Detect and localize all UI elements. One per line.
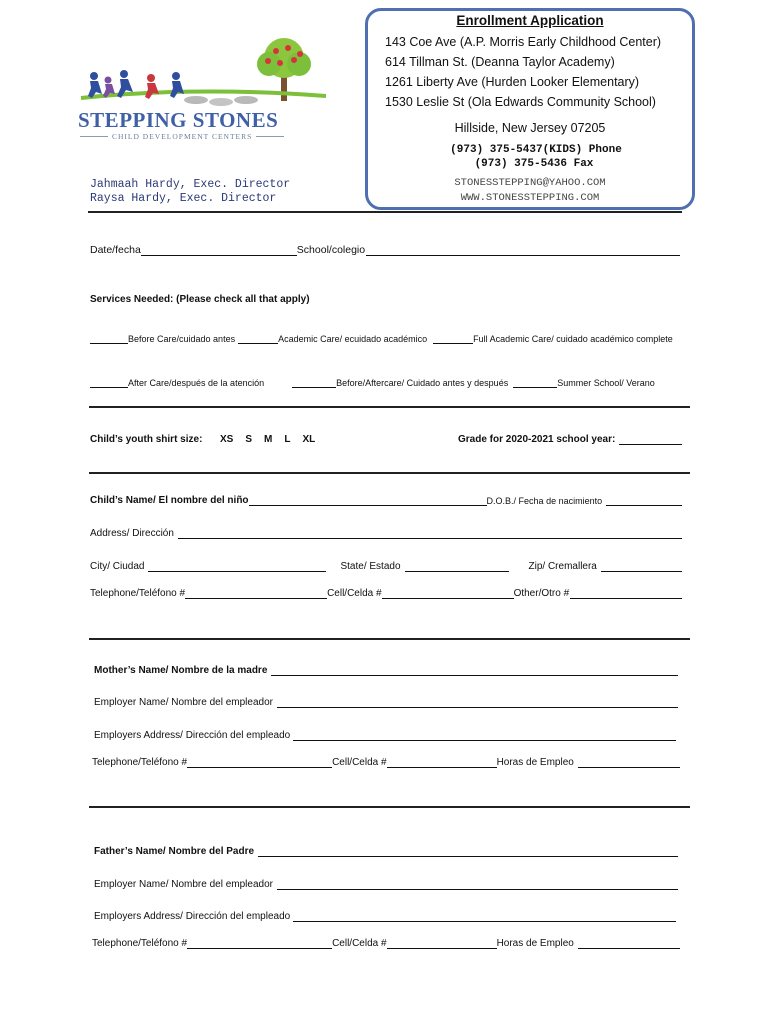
child-address-row bbox=[90, 528, 682, 539]
father-emp-address-field[interactable] bbox=[293, 911, 676, 922]
fax-line: (973) 375-5436 Fax bbox=[474, 158, 594, 170]
child-name-field[interactable] bbox=[249, 495, 487, 506]
size-l[interactable]: L bbox=[284, 434, 291, 445]
mother-emp-address-label: Employers Address/ Dirección del empleado bbox=[94, 730, 291, 741]
checkbox-before-after[interactable] bbox=[292, 377, 336, 388]
state-label: State/ Estado bbox=[340, 561, 401, 572]
address-line-3: 1261 Liberty Ave (Hurden Looker Elementary) bbox=[385, 75, 640, 89]
logo-graphic bbox=[76, 36, 336, 111]
service-after-care: After Care/después de la atención bbox=[128, 378, 265, 388]
services-heading: Services Needed: (Please check all that apply) bbox=[90, 294, 310, 305]
mother-hours-label: Horas de Empleo bbox=[496, 757, 574, 768]
child-name-label: Child’s Name/ El nombre del niño bbox=[90, 495, 249, 506]
mother-phone-row bbox=[92, 757, 680, 768]
father-cell-label: Cell/Celda # bbox=[332, 938, 387, 949]
zip-label: Zip/ Cremallera bbox=[528, 561, 597, 572]
mother-name-label: Mother’s Name/ Nombre de la madre bbox=[94, 665, 268, 676]
mother-employer-field[interactable] bbox=[277, 697, 678, 708]
father-cell-field[interactable] bbox=[387, 938, 497, 949]
dob-field[interactable] bbox=[606, 495, 682, 506]
grade-row bbox=[458, 434, 682, 445]
logo bbox=[76, 36, 336, 146]
other-label: Other/Otro # bbox=[513, 588, 570, 599]
mother-name-row bbox=[94, 665, 678, 676]
header-box bbox=[365, 8, 695, 210]
tel-label: Telephone/Teléfono # bbox=[90, 588, 186, 599]
phone-line: (973) 375-5437(KIDS) Phone bbox=[450, 144, 622, 156]
checkbox-academic-care[interactable] bbox=[238, 333, 278, 344]
father-name-field[interactable] bbox=[258, 846, 678, 857]
mother-employer-row bbox=[94, 697, 678, 708]
mother-employer-label: Employer Name/ Nombre del empleador bbox=[94, 697, 273, 708]
city-line: Hillside, New Jersey 07205 bbox=[454, 121, 606, 135]
director-1: Jahmaah Hardy, Exec. Director bbox=[90, 178, 291, 191]
cell-field[interactable] bbox=[382, 588, 514, 599]
mother-name-field[interactable] bbox=[271, 665, 678, 676]
city-field[interactable] bbox=[148, 561, 326, 572]
date-label: Date/fecha bbox=[90, 244, 141, 256]
father-name-row bbox=[94, 846, 678, 857]
checkbox-full-academic[interactable] bbox=[433, 333, 473, 344]
checkbox-before-care[interactable] bbox=[90, 333, 128, 344]
father-emp-address-label: Employers Address/ Dirección del empleado bbox=[94, 911, 291, 922]
address-line-4: 1530 Leslie St (Ola Edwards Community School) bbox=[385, 95, 656, 109]
logo-name: STEPPING STONES bbox=[78, 108, 279, 132]
grade-field[interactable] bbox=[619, 434, 682, 445]
size-m[interactable]: M bbox=[264, 434, 273, 445]
service-full-academic: Full Academic Care/ cuidado académico complete bbox=[473, 334, 673, 344]
mother-tel-field[interactable] bbox=[187, 757, 332, 768]
address-line-1: 143 Coe Ave (A.P. Morris Early Childhood Center) bbox=[385, 35, 662, 49]
services-row-2 bbox=[90, 377, 690, 388]
form-title: Enrollment Application bbox=[456, 13, 604, 28]
father-hours-field[interactable] bbox=[578, 938, 680, 949]
city-label: City/ Ciudad bbox=[90, 561, 145, 572]
mother-tel-label: Telephone/Teléfono # bbox=[92, 757, 188, 768]
shirt-label: Child’s youth shirt size: bbox=[90, 434, 203, 445]
child-phone-row bbox=[90, 588, 682, 599]
email-line: STONESSTEPPING@YAHOO.COM bbox=[454, 177, 606, 189]
child-city-row bbox=[90, 561, 682, 572]
father-hours-label: Horas de Empleo bbox=[496, 938, 574, 949]
size-s[interactable]: S bbox=[245, 434, 253, 445]
mother-emp-address-field[interactable] bbox=[293, 730, 676, 741]
father-employer-label: Employer Name/ Nombre del empleador bbox=[94, 879, 273, 890]
grade-label: Grade for 2020-2021 school year: bbox=[458, 434, 616, 445]
checkbox-after-care[interactable] bbox=[90, 377, 128, 388]
logo-subtitle: CHILD DEVELOPMENT CENTERS bbox=[112, 132, 253, 141]
father-phone-row bbox=[92, 938, 680, 949]
services-row-1 bbox=[90, 333, 690, 344]
divider bbox=[89, 638, 690, 640]
other-field[interactable] bbox=[570, 588, 682, 599]
cell-label: Cell/Celda # bbox=[327, 588, 382, 599]
father-employer-field[interactable] bbox=[277, 879, 678, 890]
service-before-care: Before Care/cuidado antes bbox=[128, 334, 236, 344]
website-line: WWW.STONESSTEPPING.COM bbox=[460, 192, 600, 204]
address-field[interactable] bbox=[178, 528, 682, 539]
director-2: Raysa Hardy, Exec. Director bbox=[90, 192, 277, 205]
size-xs[interactable]: XS bbox=[220, 434, 234, 445]
service-academic-care: Academic Care/ ecuidado académico bbox=[278, 334, 428, 344]
size-xl[interactable]: XL bbox=[302, 434, 316, 445]
divider bbox=[88, 211, 682, 213]
divider bbox=[89, 806, 690, 808]
date-field[interactable] bbox=[141, 245, 297, 256]
divider bbox=[89, 472, 690, 474]
checkbox-summer[interactable] bbox=[513, 377, 557, 388]
mother-emp-address-row bbox=[94, 730, 676, 741]
father-emp-address-row bbox=[94, 911, 676, 922]
father-tel-field[interactable] bbox=[187, 938, 332, 949]
dob-label: D.O.B./ Fecha de nacimiento bbox=[486, 496, 603, 506]
mother-cell-field[interactable] bbox=[387, 757, 497, 768]
divider bbox=[89, 406, 690, 408]
date-school-row bbox=[90, 244, 680, 256]
child-name-row bbox=[90, 495, 682, 506]
mother-hours-field[interactable] bbox=[578, 757, 680, 768]
service-summer: Summer School/ Verano bbox=[557, 378, 655, 388]
school-label: School/colegio bbox=[296, 244, 366, 256]
address-line-2: 614 Tillman St. (Deanna Taylor Academy) bbox=[385, 55, 615, 69]
state-field[interactable] bbox=[405, 561, 509, 572]
shirt-sizes bbox=[220, 434, 315, 445]
father-employer-row bbox=[94, 879, 678, 890]
mother-cell-label: Cell/Celda # bbox=[332, 757, 387, 768]
address-label: Address/ Dirección bbox=[90, 528, 174, 539]
school-field[interactable] bbox=[366, 245, 680, 256]
tel-field[interactable] bbox=[185, 588, 327, 599]
zip-field[interactable] bbox=[601, 561, 682, 572]
service-before-after: Before/Aftercare/ Cuidado antes y después bbox=[336, 378, 509, 388]
father-name-label: Father’s Name/ Nombre del Padre bbox=[94, 846, 255, 857]
father-tel-label: Telephone/Teléfono # bbox=[92, 938, 188, 949]
